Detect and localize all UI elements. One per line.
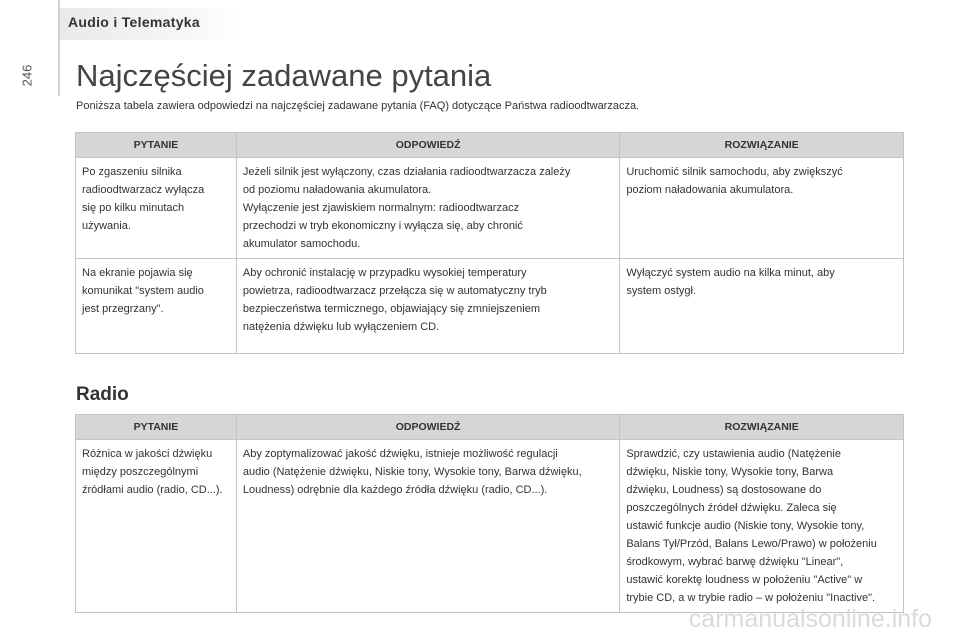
answer-line: natężenia dźwięku lub wyłączeniem CD. [242, 321, 440, 333]
solution-line: ustawić funkcje audio (Niskie tony, Wysokie tony, [626, 520, 865, 532]
solution-line: poziom naładowania akumulatora. [626, 184, 794, 196]
column-header-question: PYTANIE [76, 415, 237, 440]
table-row [76, 259, 904, 354]
cell-question [76, 259, 237, 354]
question-line: radioodtwarzacz wyłącza [82, 184, 205, 196]
question-line: jest przegrzany". [82, 303, 164, 315]
cell-answer [236, 440, 619, 613]
cell-solution [620, 158, 904, 259]
solution-line: dźwięku, Loudness) są dostosowane do [626, 484, 822, 496]
solution-line: Sprawdzić, czy ustawienia audio (Natężenie [626, 448, 841, 460]
answer-line: Loudness) odrębnie dla każdego źródła dźwięku (radio, CD...). [242, 484, 548, 496]
column-header-answer: ODPOWIEDŹ [236, 133, 619, 158]
answer-line: bezpieczeństwa termicznego, objawiający się zmniejszeniem [242, 303, 541, 315]
answer-line: audio (Natężenie dźwięku, Niskie tony, Wysokie tony, Barwa dźwięku, [242, 466, 582, 478]
question-line: używania. [82, 220, 131, 232]
intro-text: Poniższa tabela zawiera odpowiedzi na najczęściej zadawane pytania (FAQ) dotyczące Państwa radioodtwarzacza. [76, 100, 640, 112]
column-header-answer: ODPOWIEDŹ [236, 415, 619, 440]
cell-question [76, 158, 237, 259]
solution-line: Uruchomić silnik samochodu, aby zwiększyć [626, 166, 843, 178]
question-line: między poszczególnymi [82, 466, 199, 478]
table-row [76, 440, 904, 613]
solution-line: system ostygł. [626, 285, 697, 297]
solution-line: ustawić korektę loudness w położeniu "Active" w [626, 574, 863, 586]
table-row [76, 158, 904, 259]
page-number: 246 [19, 64, 35, 87]
question-line: komunikat "system audio [82, 285, 204, 297]
answer-line: Aby zoptymalizować jakość dźwięku, istnieje możliwość regulacji [242, 448, 558, 460]
answer-line: od poziomu naładowania akumulatora. [242, 184, 432, 196]
column-header-solution: ROZWIĄZANIE [620, 133, 904, 158]
solution-line: trybie CD, a w trybie radio – w położeniu "Inactive". [626, 592, 876, 604]
faq-table-general [75, 132, 904, 354]
question-line: Na ekranie pojawia się [82, 267, 193, 279]
solution-line: poszczególnych źródeł dźwięku. Zaleca się [626, 502, 837, 514]
column-header-question: PYTANIE [76, 133, 237, 158]
cell-answer [236, 259, 619, 354]
page-title: Najczęściej zadawane pytania [76, 58, 492, 93]
cell-answer [236, 158, 619, 259]
answer-line: Aby ochronić instalację w przypadku wysokiej temperatury [242, 267, 527, 279]
column-header-solution: ROZWIĄZANIE [620, 415, 904, 440]
section-label: Audio i Telematyka [68, 14, 200, 30]
table-header-row [76, 415, 904, 440]
table-header-row [76, 133, 904, 158]
watermark: carmanualsonline.info [688, 605, 932, 633]
cell-solution [620, 259, 904, 354]
question-line: Różnica w jakości dźwięku [82, 448, 213, 460]
solution-line: środkowym, wybrać barwę dźwięku "Linear", [626, 556, 844, 568]
cell-solution [620, 440, 904, 613]
answer-line: przechodzi w tryb ekonomiczny i wyłącza się, aby chronić [242, 220, 523, 232]
answer-line: powietrza, radioodtwarzacz przełącza się w automatyczny tryb [242, 285, 547, 297]
answer-line: akumulator samochodu. [242, 238, 361, 250]
radio-heading: Radio [76, 384, 129, 405]
question-line: źródłami audio (radio, CD...). [82, 484, 223, 496]
solution-line: Wyłączyć system audio na kilka minut, aby [626, 267, 835, 279]
faq-table-radio [75, 414, 904, 613]
page-number-wrap [19, 58, 42, 92]
question-line: się po kilku minutach [82, 202, 185, 214]
cell-question [76, 440, 237, 613]
solution-line: dźwięku, Niskie tony, Wysokie tony, Barwa [626, 466, 834, 478]
solution-line: Balans Tył/Przód, Balans Lewo/Prawo) w położeniu [626, 538, 877, 550]
answer-line: Jeżeli silnik jest wyłączony, czas działania radioodtwarzacza zależy [242, 166, 571, 178]
answer-line: Wyłączenie jest zjawiskiem normalnym: radioodtwarzacz [242, 202, 520, 214]
question-line: Po zgaszeniu silnika [82, 166, 182, 178]
